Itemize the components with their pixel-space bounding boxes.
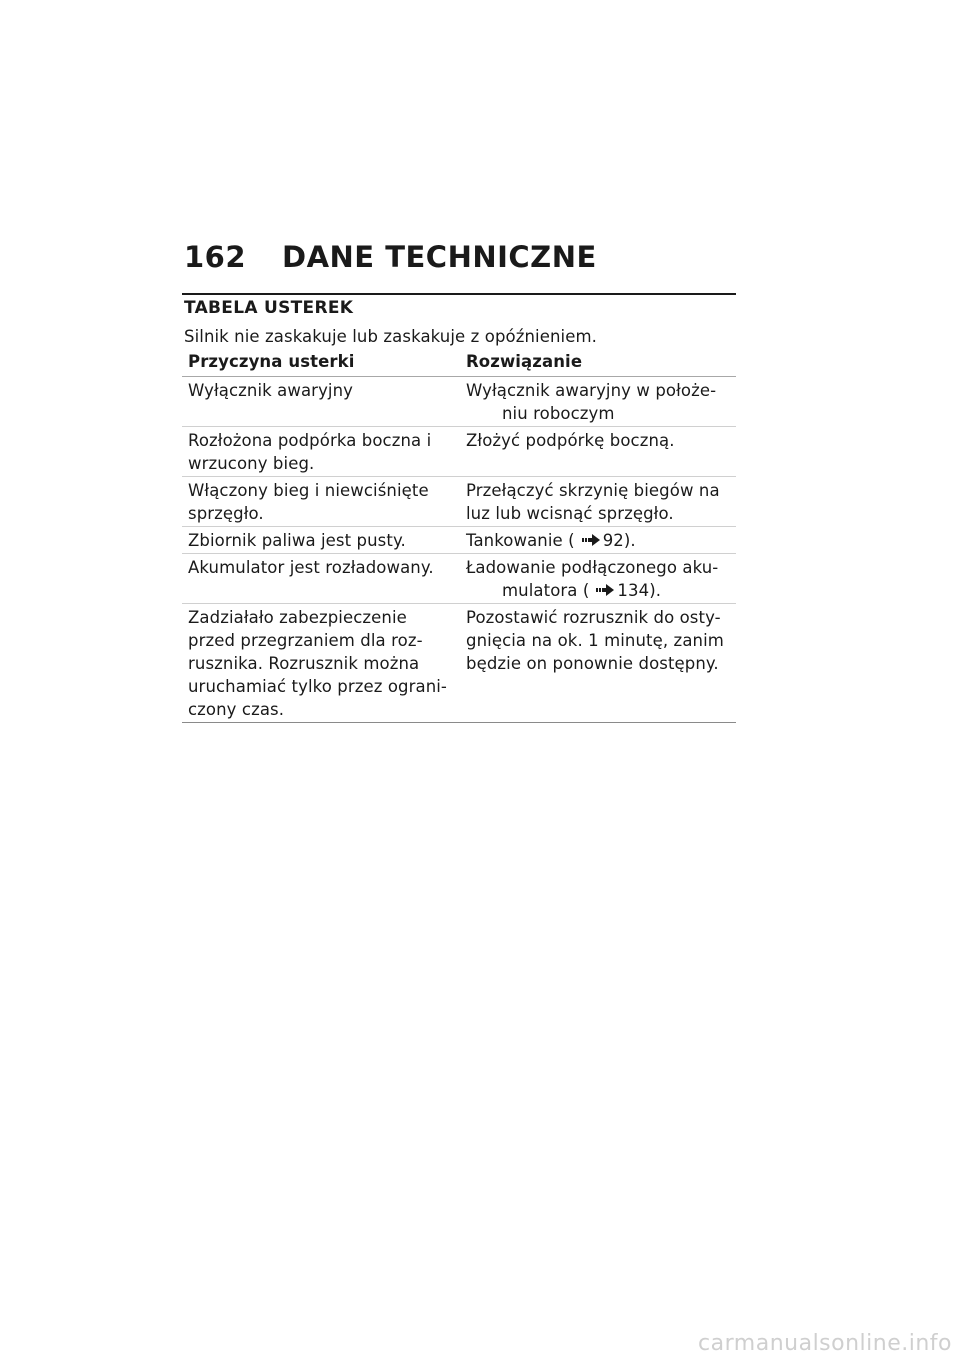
page-header xyxy=(184,240,736,274)
cause-cell: Wyłącznik awaryjny xyxy=(182,377,460,427)
solution-line-continued xyxy=(466,579,730,602)
cause-cell: Zbiornik paliwa jest pusty. xyxy=(182,527,460,554)
solution-text xyxy=(466,379,730,425)
section-title: TABELA USTEREK xyxy=(184,298,354,318)
table-row xyxy=(182,604,736,723)
fault-table xyxy=(182,349,736,723)
solution-text-continued: mulatora xyxy=(502,581,578,600)
header-cause: Przyczyna usterki xyxy=(182,349,460,377)
solution-cell: Pozostawić rozrusznik do osty-gnięcia na ok. 1 minutę, zanim będzie on ponownie dostępny. xyxy=(460,604,736,723)
cause-cell: Rozłożona podpórka boczna i wrzucony bieg. xyxy=(182,427,460,477)
watermark: carmanualsonline.info xyxy=(698,1331,952,1356)
ref-close: ). xyxy=(623,531,636,550)
arrow-right-icon xyxy=(595,583,615,597)
solution-cell xyxy=(460,527,736,554)
table-row xyxy=(182,554,736,604)
table-row xyxy=(182,377,736,427)
solution-cell: Złożyć podpórkę boczną. xyxy=(460,427,736,477)
ref-open: ( xyxy=(568,531,575,550)
table-row xyxy=(182,527,736,554)
cause-cell: Akumulator jest rozładowany. xyxy=(182,554,460,604)
solution-cell: Przełączyć skrzynię biegów na luz lub wcisnąć sprzęgło. xyxy=(460,477,736,527)
solution-cell xyxy=(460,554,736,604)
solution-text: Tankowanie xyxy=(466,531,563,550)
solution-line: Ładowanie podłączonego aku- xyxy=(466,558,719,577)
cause-cell: Zadziałało zabezpieczenie przed przegrzaniem dla roz-rusznika. Rozrusznik można uruchamiać tylko przez ograni-czony czas. xyxy=(182,604,460,723)
chapter-title: DANE TECHNICZNE xyxy=(282,240,597,274)
header-solution: Rozwiązanie xyxy=(460,349,736,377)
page-number: 162 xyxy=(184,240,247,274)
table-row xyxy=(182,477,736,527)
page-reference-link[interactable]: 134 xyxy=(617,581,650,600)
page-reference-link[interactable]: 92 xyxy=(602,531,624,550)
solution-text xyxy=(466,556,730,602)
cause-cell: Włączony bieg i niewciśnięte sprzęgło. xyxy=(182,477,460,527)
ref-open: ( xyxy=(582,581,590,600)
solution-line-continued: niu roboczym xyxy=(502,404,615,423)
arrow-right-icon xyxy=(581,533,601,547)
intro-text: Silnik nie zaskakuje lub zaskakuje z opóźnieniem. xyxy=(184,327,597,346)
table-header-row xyxy=(182,349,736,377)
solution-line: Wyłącznik awaryjny w położe- xyxy=(466,381,717,400)
table-row xyxy=(182,427,736,477)
solution-cell xyxy=(460,377,736,427)
ref-close: ). xyxy=(649,581,662,600)
header-rule xyxy=(182,293,736,295)
